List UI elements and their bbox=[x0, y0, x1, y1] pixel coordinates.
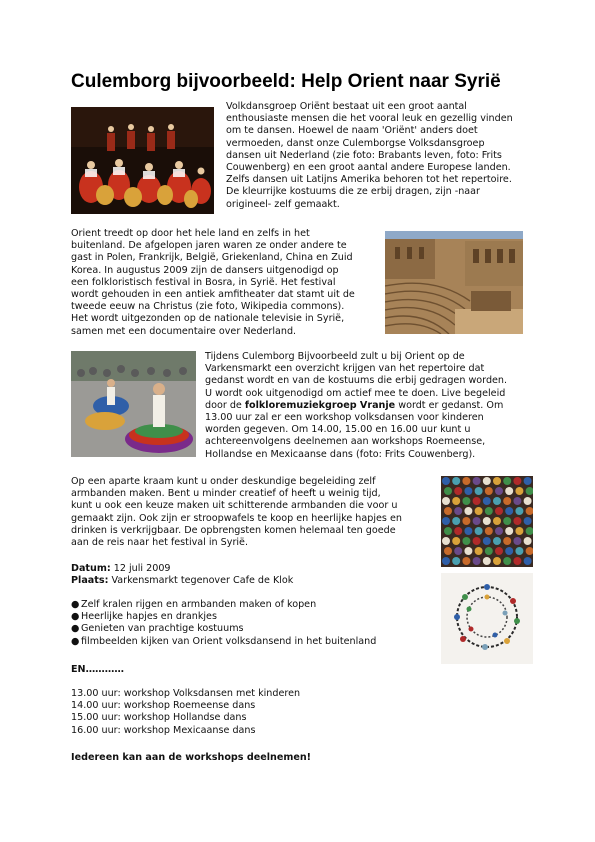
event-line bbox=[205, 400, 530, 412]
market-line: armbanden maken. Bent u minder creatief of heeft u weinig tijd, bbox=[71, 488, 381, 500]
event-text: door de bbox=[205, 399, 245, 411]
travel-line: samen met een documentaire over Nederland. bbox=[71, 325, 297, 337]
place-value: Varkensmarkt tegenover Cafe de Klok bbox=[108, 575, 294, 587]
list-item bbox=[71, 611, 431, 623]
travel-line: een folkloristisch festival in Bosra, in Syrië. Het festival bbox=[71, 276, 336, 288]
travel-paragraph bbox=[71, 228, 376, 338]
intro-line: De kleurrijke kostuums die ze erbij dragen, zijn -naar bbox=[226, 186, 480, 198]
workshop-schedule bbox=[71, 688, 391, 737]
event-line: U wordt ook uitgenodigd om actief mee te doen. Live begeleid bbox=[205, 387, 506, 399]
market-paragraph bbox=[71, 476, 436, 549]
bullet-icon: ● bbox=[71, 635, 80, 647]
list-item bbox=[71, 623, 431, 635]
intro-line: dansen uit Nederland (zie foto: Brabants leven, foto: Frits bbox=[226, 149, 502, 161]
event-line: Varkensmarkt een overzicht krijgen van het repertoire dat bbox=[205, 363, 485, 375]
event-info bbox=[71, 563, 293, 587]
bosra-amphitheater-photo bbox=[385, 231, 523, 334]
event-line: Hollandse en Mexicaanse dans (foto: Frits Couwenberg). bbox=[205, 448, 476, 460]
list-item-text: Heerlijke hapjes en drankjes bbox=[81, 611, 217, 623]
schedule-item: 13.00 uur: workshop Volksdansen met kinderen bbox=[71, 688, 301, 699]
intro-line: Couwenberg) en een groot aantal andere Europese landen. bbox=[226, 162, 511, 174]
event-line: achtereenvolgens deelnemen aan workshops Roemeense, bbox=[205, 436, 486, 448]
list-item-text: Zelf kralen rijgen en armbanden maken of kopen bbox=[81, 599, 317, 610]
list-item-text: filmbeelden kijken van Orient volksdansend in het buitenland bbox=[81, 635, 377, 647]
en-heading: EN………… bbox=[71, 664, 124, 675]
intro-line: vermoeden, danst onze Culemborgse Volksdansgroep bbox=[226, 137, 485, 149]
intro-line: origineel- zelf gemaakt. bbox=[226, 198, 340, 210]
intro-paragraph bbox=[226, 101, 526, 211]
schedule-item: 16.00 uur: workshop Mexicaanse dans bbox=[71, 724, 256, 736]
bullet-icon: ● bbox=[71, 611, 80, 623]
list-item-text: Genieten van prachtige kostuums bbox=[81, 623, 244, 635]
closing-line: Iedereen kan aan de workshops deelnemen! bbox=[71, 752, 312, 763]
market-line: Op een aparte kraam kunt u onder deskundige begeleiding zelf bbox=[71, 476, 376, 487]
event-line: Tijdens Culemborg Bijvoorbeeld zult u bij Orient op de bbox=[205, 351, 465, 362]
intro-line: Volkdansgroep Oriënt bestaat uit een groot aantal bbox=[226, 101, 467, 112]
intro-line: Zelfs dansen uit Latijns Amerika behoren tot het repertoire. bbox=[226, 174, 512, 186]
page-title: Culemborg bijvoorbeeld: Help Orient naar Syrië bbox=[71, 71, 501, 92]
event-paragraph bbox=[205, 351, 530, 461]
list-item bbox=[71, 636, 431, 648]
schedule-item: 14.00 uur: workshop Roemeense dans bbox=[71, 700, 256, 712]
place-row bbox=[71, 575, 293, 587]
travel-line: tweede eeuw na Christus (zie foto, Wikipedia commons). bbox=[71, 301, 345, 313]
travel-line: Orient treedt op door het hele land en zelfs in het bbox=[71, 228, 310, 239]
market-line: aan de reis naar het festival in Syrië. bbox=[71, 537, 249, 549]
date-value: 12 juli 2009 bbox=[110, 563, 171, 574]
travel-line: Het wordt uitgezonden op de nationale televisie in Syrië, bbox=[71, 313, 345, 325]
beads-photo bbox=[441, 476, 533, 567]
market-line: kunt u ook een keuze maken uit schitterende armbanden die voor u bbox=[71, 500, 398, 512]
bullet-icon: ● bbox=[71, 599, 80, 610]
event-line: gedanst wordt en van de kostuums die erbij gedragen worden. bbox=[205, 375, 508, 387]
dancers-stage-photo bbox=[71, 107, 214, 214]
travel-line: Korea. In augustus 2009 zijn de dansers uitgenodigd op bbox=[71, 264, 339, 276]
market-line: drinken is verkrijgbaar. De opbrengsten komen helemaal ten goede bbox=[71, 524, 396, 536]
list-item bbox=[71, 599, 431, 611]
event-text: wordt er gedanst. Om bbox=[395, 399, 504, 411]
date-row bbox=[71, 563, 293, 575]
schedule-item: 15.00 uur: workshop Hollandse dans bbox=[71, 712, 247, 724]
event-line: 13.00 uur zal er een workshop volksdansen voor kinderen bbox=[205, 412, 484, 424]
event-line: worden gegeven. Om 14.00, 15.00 en 16.00 uur kunt u bbox=[205, 424, 471, 436]
bullet-icon: ● bbox=[71, 623, 80, 635]
activities-list bbox=[71, 599, 431, 648]
intro-line: om te dansen. Hoewel de naam 'Oriënt' anders doet bbox=[226, 125, 478, 137]
travel-line: wordt gehouden in een antiek amfitheater dat stamt uit de bbox=[71, 289, 355, 301]
travel-line: buitenland. De afgelopen jaren waren ze onder andere te bbox=[71, 240, 347, 252]
music-group-name: folkloremuziekgroep Vranje bbox=[244, 399, 396, 411]
street-dancers-photo bbox=[71, 351, 196, 457]
date-label: Datum: bbox=[71, 563, 111, 574]
bracelet-photo bbox=[441, 573, 533, 664]
market-line: gemaakt zijn. Ook zijn er stroopwafels te koop en heerlijke hapjes en bbox=[71, 512, 402, 524]
place-label: Plaats: bbox=[71, 575, 109, 587]
travel-line: gast in Polen, Frankrijk, België, Griekenland, China en Zuid bbox=[71, 252, 353, 264]
intro-line: enthousiaste mensen die het vooral leuk en gezellig vinden bbox=[226, 113, 513, 125]
